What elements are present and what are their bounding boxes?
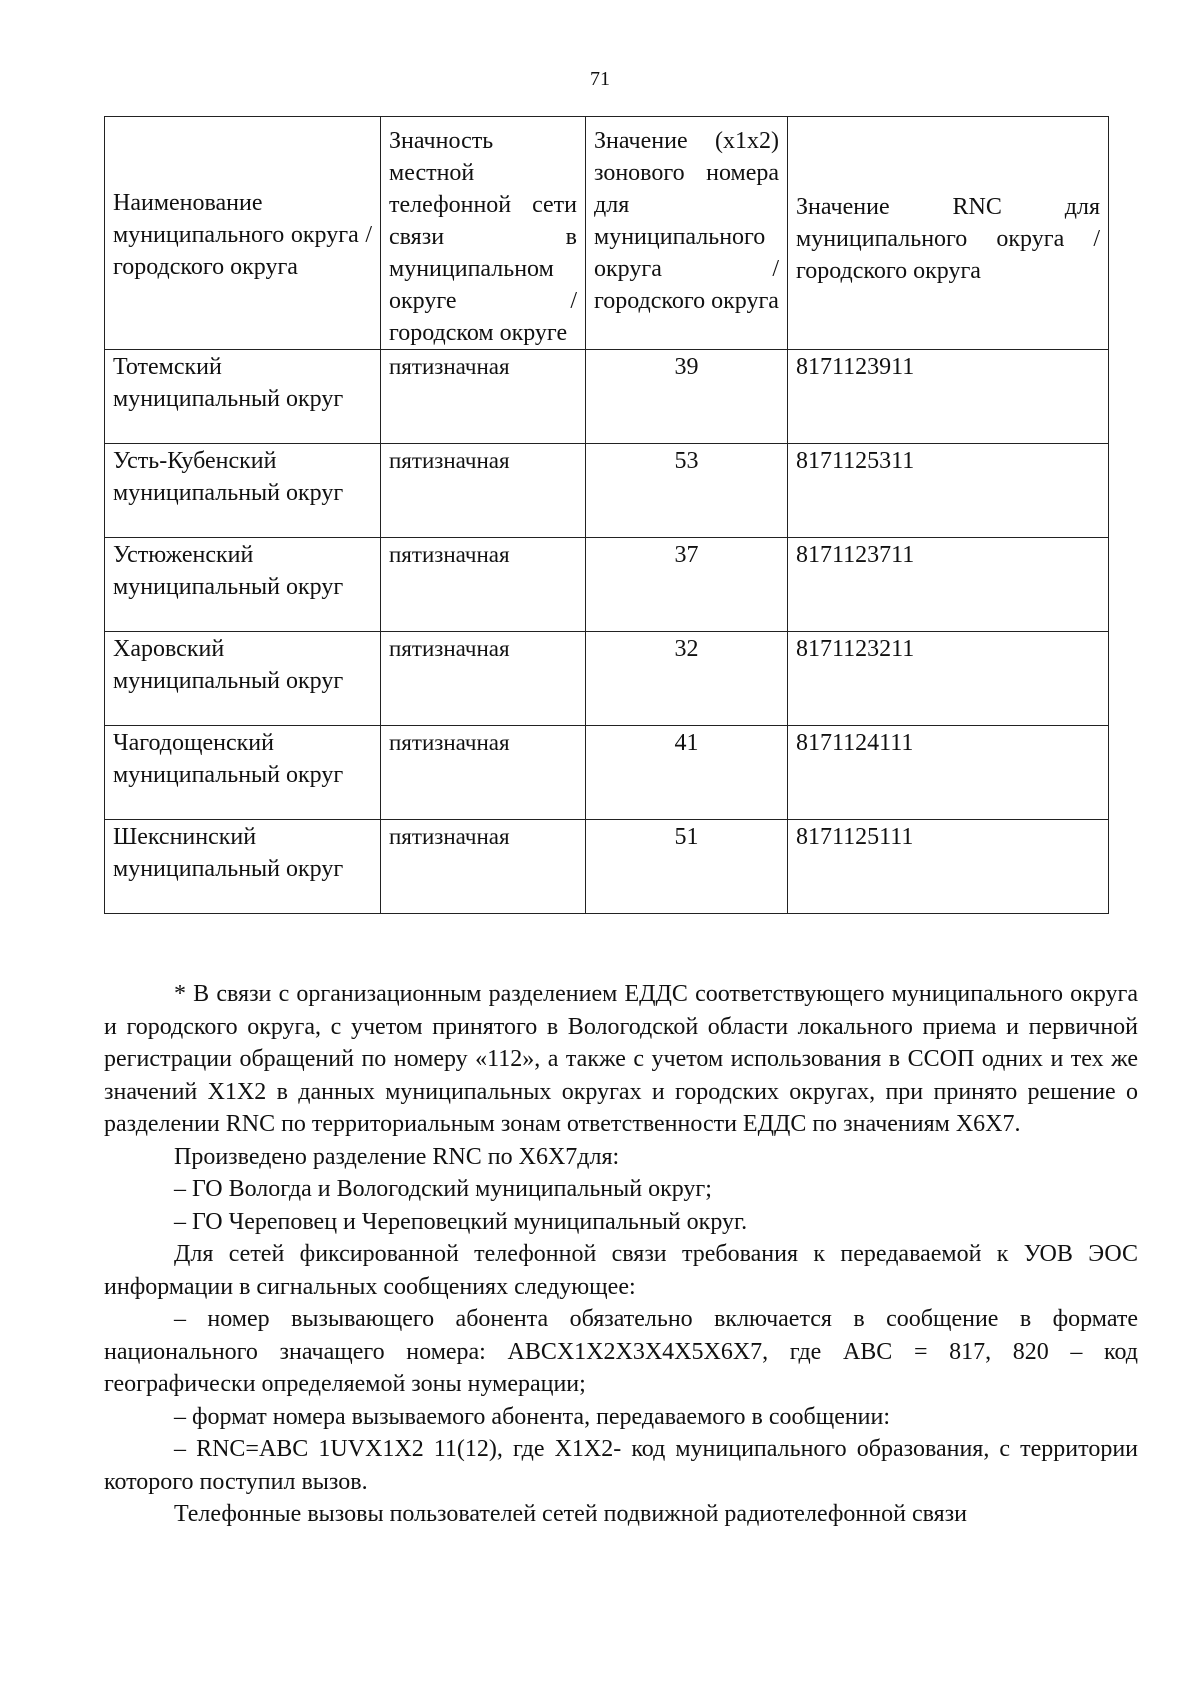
header-name: Наименование муниципального округа / городского округа (105, 117, 381, 350)
district-name: Тотемский муниципальный округ (105, 350, 381, 444)
rnc-value: 8171125111 (788, 820, 1109, 914)
table-row (105, 538, 1109, 632)
rnc-value: 8171123911 (788, 350, 1109, 444)
district-name: Шекснинский муниципальный округ (105, 820, 381, 914)
division-intro: Произведено разделение RNC по X6X7для: (174, 1143, 620, 1170)
requirement-item: – формат номера вызываемого абонента, передаваемого в сообщении: (174, 1403, 891, 1430)
requirements-intro: Для сетей фиксированной телефонной связи требования к передаваемой к УОВ ЭОС информации в сигнальных сообщениях следующее: (104, 1241, 1138, 1300)
header-significance: Значность местной телефонной сети связи в муниципальном округе / городском округе (381, 117, 586, 350)
rnc-table (104, 116, 1109, 914)
table-row (105, 350, 1109, 444)
mobile-calls-paragraph: Телефонные вызовы пользователей сетей подвижной радиотелефонной связи (174, 1501, 967, 1527)
table-row (105, 726, 1109, 820)
division-item: – ГО Вологда и Вологодский муниципальный округ; (174, 1176, 712, 1202)
significance: пятизначная (381, 444, 586, 538)
rnc-value: 8171123211 (788, 632, 1109, 726)
zone-value: 32 (586, 632, 788, 726)
table-header-row (105, 117, 1109, 350)
zone-value: 51 (586, 820, 788, 914)
table-row (105, 632, 1109, 726)
zone-value: 41 (586, 726, 788, 820)
district-name: Чагодощенский муниципальный округ (105, 726, 381, 820)
table-row (105, 820, 1109, 914)
requirement-item: – номер вызывающего абонента обязательно включается в сообщение в формате национального значащего номера: ABCX1X2X3X4X5X6X7, где ABC = 817, 820 – код географически определяемой зоны нумерации; (104, 1306, 1138, 1397)
rnc-value: 8171125311 (788, 444, 1109, 538)
significance: пятизначная (381, 538, 586, 632)
significance: пятизначная (381, 726, 586, 820)
district-name: Усть-Кубенский муниципальный округ (105, 444, 381, 538)
zone-value: 39 (586, 350, 788, 444)
zone-value: 53 (586, 444, 788, 538)
significance: пятизначная (381, 820, 586, 914)
footnote-paragraph: * В связи с организационным разделением ЕДДС соответствующего муниципального округа и городского округа, с учетом принятого в Вологодской области локального приема и первичной регистрации обращений по номеру «112», а также с учетом использования в ССОП одних и тех же значений X1X2 в данных муниципальных округах и городских округах, при принято решение о разделении RNC по территориальным зонам ответственности ЕДДС по значениям X6X7. (104, 981, 1138, 1137)
table-row (105, 444, 1109, 538)
rnc-value: 8171124111 (788, 726, 1109, 820)
rnc-value: 8171123711 (788, 538, 1109, 632)
zone-value: 37 (586, 538, 788, 632)
district-name: Устюженский муниципальный округ (105, 538, 381, 632)
page-number: 71 (590, 68, 610, 90)
division-item: – ГО Череповец и Череповецкий муниципальный округ. (174, 1208, 748, 1235)
body-text (104, 978, 1138, 1531)
significance: пятизначная (381, 632, 586, 726)
header-zone-value: Значение (x1x2) зонового номера для муниципального округа / городского округа (586, 117, 788, 350)
significance: пятизначная (381, 350, 586, 444)
header-rnc: Значение RNC для муниципального округа / городского округа (788, 117, 1109, 350)
requirement-item: – RNC=ABC 1UVX1X2 11(12), где X1X2- код муниципального образования, с территории которого поступил вызов. (104, 1436, 1138, 1495)
district-name: Харовский муниципальный округ (105, 632, 381, 726)
